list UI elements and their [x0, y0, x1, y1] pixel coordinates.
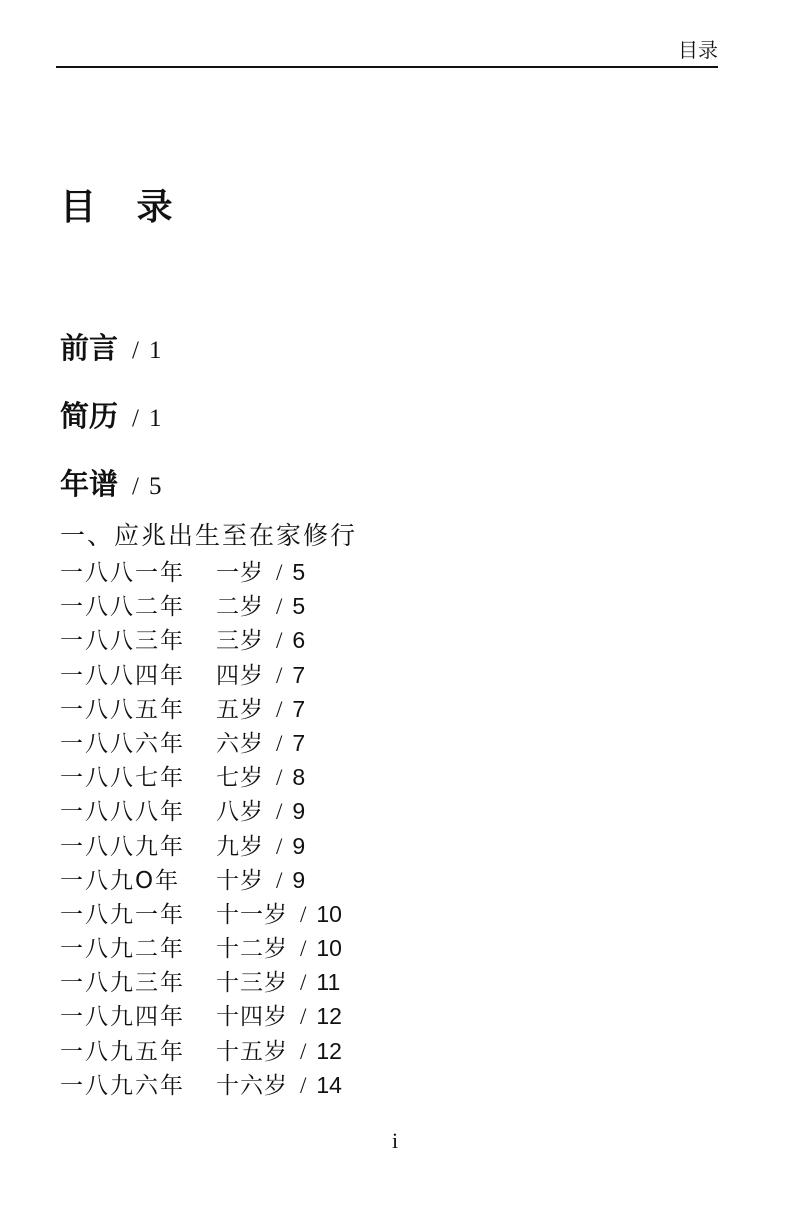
year-entry[interactable]	[60, 658, 342, 692]
entry-page-number: 6	[292, 627, 306, 654]
toc-entry-preface[interactable]	[60, 330, 161, 371]
entry-separator: /	[276, 730, 283, 756]
entry-page-number: 14	[316, 1071, 342, 1098]
entry-year: 一八八三年	[60, 628, 185, 655]
toc-separator: /	[132, 337, 139, 364]
year-entry[interactable]	[60, 931, 342, 965]
header-rule	[56, 66, 718, 68]
page-number: i	[391, 1128, 399, 1153]
entry-separator: /	[276, 560, 283, 585]
entry-age: 十三岁	[216, 970, 288, 997]
entry-year: 一八八二年	[60, 594, 185, 621]
year-entry[interactable]	[60, 726, 342, 760]
toc-separator: /	[132, 405, 139, 432]
entry-year: 一八八八年	[60, 799, 185, 826]
entry-separator: /	[300, 1038, 307, 1064]
entry-age: 十二岁	[216, 936, 288, 963]
year-entry[interactable]	[60, 999, 342, 1033]
toc-entry-title: 年谱	[60, 467, 119, 501]
entry-age: 六岁	[216, 730, 264, 757]
toc-entry-title: 简历	[60, 399, 119, 433]
entry-age: 四岁	[216, 662, 264, 689]
entry-age: 八岁	[216, 799, 264, 826]
year-entry[interactable]	[60, 794, 342, 828]
entry-age: 十六岁	[216, 1072, 288, 1099]
entry-year: 一八九五年	[60, 1038, 185, 1065]
entry-year: 一八九二年	[60, 936, 185, 963]
year-entry[interactable]	[60, 1034, 342, 1068]
entry-separator: /	[300, 1004, 307, 1030]
toc-page-number: 1	[148, 337, 162, 364]
entry-year: 一八八六年	[60, 730, 185, 757]
entry-year: 一八八一年	[60, 560, 185, 586]
entry-separator: /	[300, 970, 307, 996]
entry-year: 一八九三年	[60, 970, 185, 997]
page-title: 目 录	[60, 187, 187, 228]
entry-year: 一八九六年	[60, 1072, 185, 1099]
entry-page-number: 9	[292, 866, 306, 893]
entry-age: 十四岁	[216, 1004, 288, 1031]
entry-age: 十岁	[216, 867, 264, 894]
entry-year: 一八八五年	[60, 696, 185, 723]
entry-year: 一八八七年	[60, 765, 185, 792]
year-entry[interactable]	[60, 692, 342, 726]
entry-page-number: 12	[316, 1003, 342, 1030]
year-entry[interactable]	[60, 589, 342, 623]
year-entry[interactable]	[60, 829, 342, 863]
entry-separator: /	[276, 799, 283, 825]
entry-age: 十五岁	[216, 1038, 288, 1065]
entry-page-number: 10	[316, 935, 342, 962]
entry-page-number: 7	[292, 729, 306, 756]
entry-separator: /	[276, 696, 283, 722]
entry-age: 九岁	[216, 833, 264, 860]
entry-separator: /	[300, 901, 307, 927]
year-entry[interactable]	[60, 623, 342, 657]
year-entry[interactable]	[60, 1068, 342, 1102]
section-heading: 一、应兆出生至在家修行	[60, 521, 358, 550]
entry-page-number: 8	[292, 764, 306, 791]
entry-age: 二岁	[216, 594, 264, 621]
entry-page-number: 9	[292, 798, 306, 825]
entry-year: 一八八九年	[60, 833, 185, 860]
entry-page-number: 10	[316, 900, 342, 927]
entry-separator: /	[276, 765, 283, 791]
entry-separator: /	[276, 867, 283, 893]
entry-page-number: 5	[292, 559, 306, 585]
entry-age: 七岁	[216, 765, 264, 792]
entry-page-number: 12	[316, 1037, 342, 1064]
entry-year: 一八九一年	[60, 901, 185, 928]
entry-page-number: 11	[316, 969, 341, 996]
entry-page-number: 7	[292, 661, 306, 688]
year-entry[interactable]	[60, 760, 342, 794]
toc-entry-resume[interactable]	[60, 398, 161, 439]
entry-year: 一八九O年	[60, 867, 181, 894]
year-entry[interactable]	[60, 897, 342, 931]
entry-page-number: 5	[292, 593, 306, 620]
entry-age: 一岁	[216, 560, 264, 586]
year-entry[interactable]	[60, 555, 342, 589]
entry-year: 一八九四年	[60, 1004, 185, 1031]
year-entry-list	[60, 555, 342, 1102]
entry-separator: /	[300, 936, 307, 962]
entry-year: 一八八四年	[60, 662, 185, 689]
entry-age: 十一岁	[216, 901, 288, 928]
entry-separator: /	[276, 628, 283, 654]
entry-separator: /	[300, 1072, 307, 1098]
entry-page-number: 9	[292, 832, 306, 859]
year-entry[interactable]	[60, 863, 342, 897]
toc-entry-chronicle[interactable]	[60, 466, 161, 507]
entry-separator: /	[276, 662, 283, 688]
toc-entry-title: 前言	[60, 331, 119, 365]
entry-age: 五岁	[216, 696, 264, 723]
entry-separator: /	[276, 833, 283, 859]
running-head: 目录	[678, 38, 718, 62]
entry-age: 三岁	[216, 628, 264, 655]
year-entry[interactable]	[60, 965, 342, 999]
toc-page-number: 5	[148, 473, 162, 500]
entry-separator: /	[276, 594, 283, 620]
toc-page-number: 1	[148, 405, 162, 432]
toc-separator: /	[132, 473, 139, 500]
entry-page-number: 7	[292, 695, 306, 722]
